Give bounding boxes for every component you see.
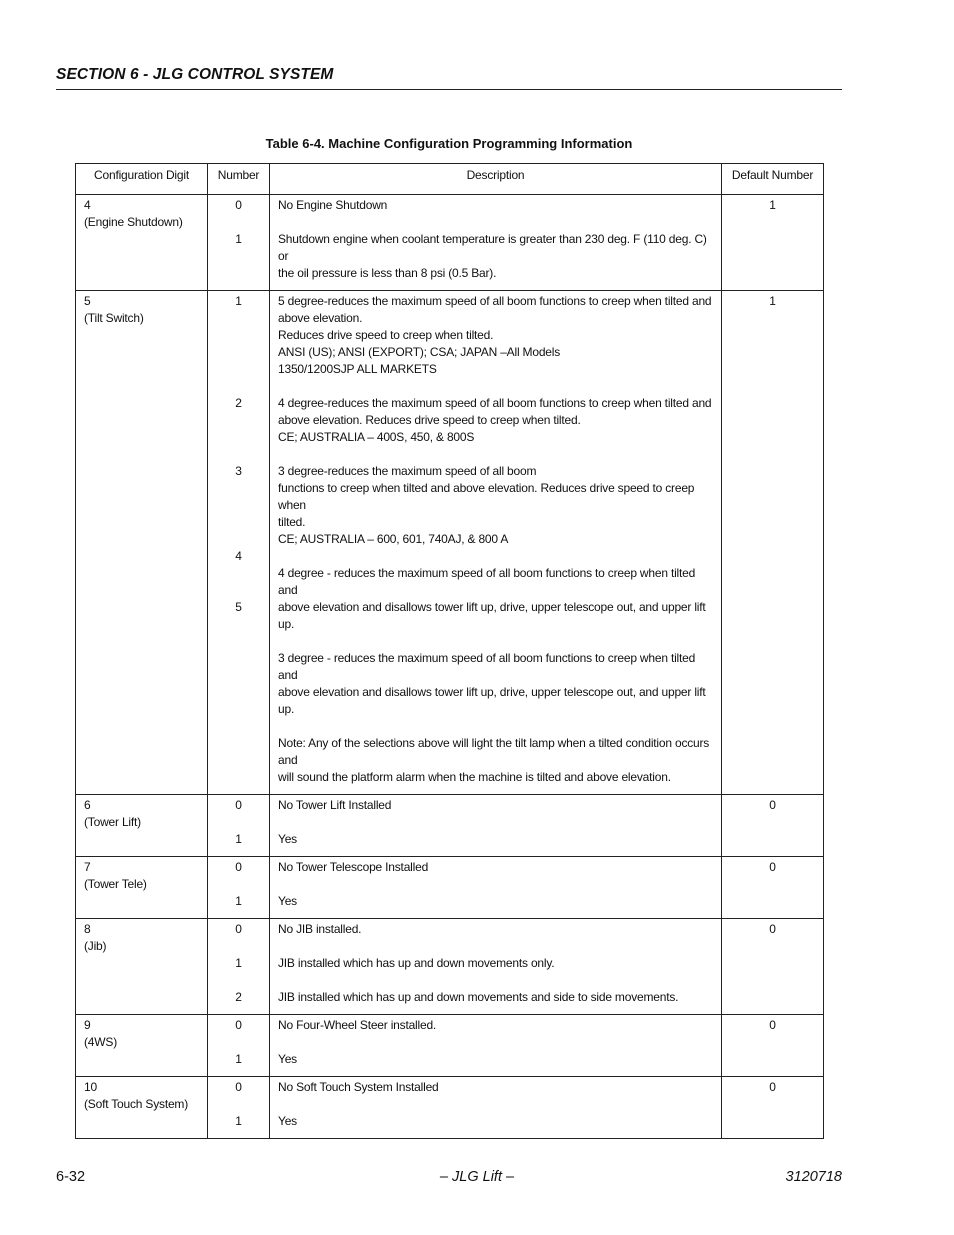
description-line: No JIB installed. bbox=[278, 922, 362, 936]
option-description bbox=[278, 395, 713, 446]
description-cell bbox=[270, 795, 722, 857]
description-line: above elevation. Reduces drive speed to creep when tilted. bbox=[278, 413, 581, 427]
table-row bbox=[76, 795, 824, 857]
number-cell bbox=[208, 795, 270, 857]
option-number: 1 bbox=[235, 294, 242, 308]
option-description bbox=[278, 831, 713, 848]
default-number-cell: 0 bbox=[722, 919, 824, 1015]
table-row bbox=[76, 291, 824, 795]
option-number: 2 bbox=[235, 396, 242, 410]
description-line: JIB installed which has up and down movements only. bbox=[278, 956, 555, 970]
option-description bbox=[278, 1017, 713, 1034]
config-name: (Tilt Switch) bbox=[84, 311, 144, 325]
option-description bbox=[278, 1113, 713, 1130]
option-number: 2 bbox=[235, 990, 242, 1004]
description-cell bbox=[270, 1015, 722, 1077]
config-digit-cell bbox=[76, 195, 208, 291]
table-row bbox=[76, 919, 824, 1015]
option-number: 1 bbox=[235, 956, 242, 970]
option-description bbox=[278, 650, 713, 718]
option-number: 4 bbox=[235, 549, 242, 563]
option-description bbox=[278, 1079, 713, 1096]
table-row bbox=[76, 857, 824, 919]
description-line: JIB installed which has up and down movements and side to side movements. bbox=[278, 990, 679, 1004]
option-description bbox=[278, 893, 713, 910]
number-cell bbox=[208, 1077, 270, 1139]
config-digit: 6 bbox=[84, 798, 91, 812]
default-number-cell: 1 bbox=[722, 195, 824, 291]
option-number: 5 bbox=[235, 600, 242, 614]
description-line: ANSI (US); ANSI (EXPORT); CSA; JAPAN –All Models bbox=[278, 345, 561, 359]
option-number: 1 bbox=[235, 232, 242, 246]
option-description bbox=[278, 231, 713, 282]
column-header: Description bbox=[270, 164, 722, 195]
option-description bbox=[278, 955, 713, 972]
option-number: 1 bbox=[235, 832, 242, 846]
table-row bbox=[76, 1077, 824, 1139]
number-cell bbox=[208, 1015, 270, 1077]
option-number: 0 bbox=[235, 1080, 242, 1094]
config-digit: 7 bbox=[84, 860, 91, 874]
config-digit-cell bbox=[76, 919, 208, 1015]
config-digit-cell bbox=[76, 857, 208, 919]
description-line: No Soft Touch System Installed bbox=[278, 1080, 439, 1094]
default-number-cell: 0 bbox=[722, 1015, 824, 1077]
table-row bbox=[76, 195, 824, 291]
footer-brand: – JLG Lift – bbox=[439, 1169, 515, 1185]
description-line: 4 degree - reduces the maximum speed of all boom functions to creep when tilted and bbox=[278, 566, 696, 597]
description-line: 4 degree-reduces the maximum speed of all boom functions to creep when tilted and bbox=[278, 396, 712, 410]
description-line: No Engine Shutdown bbox=[278, 198, 388, 212]
config-name: (Tower Lift) bbox=[84, 815, 141, 829]
description-line: tilted. bbox=[278, 515, 306, 529]
description-line: CE; AUSTRALIA – 400S, 450, & 800S bbox=[278, 430, 475, 444]
section-title: SECTION 6 - JLG CONTROL SYSTEM bbox=[56, 66, 334, 83]
option-number: 0 bbox=[235, 198, 242, 212]
config-digit-cell bbox=[76, 291, 208, 795]
option-description bbox=[278, 989, 713, 1006]
config-name: (Engine Shutdown) bbox=[84, 215, 183, 229]
description-line: 5 degree-reduces the maximum speed of all boom functions to creep when tilted and bbox=[278, 294, 712, 308]
number-cell bbox=[208, 857, 270, 919]
option-description bbox=[278, 859, 713, 876]
description-line: Shutdown engine when coolant temperature is greater than 230 deg. F (110 deg. C) or bbox=[278, 232, 707, 263]
config-digit: 8 bbox=[84, 922, 91, 936]
option-number: 1 bbox=[235, 894, 242, 908]
description-line: Yes bbox=[278, 1114, 297, 1128]
option-number: 1 bbox=[235, 1114, 242, 1128]
option-number: 0 bbox=[235, 922, 242, 936]
default-number-cell: 0 bbox=[722, 1077, 824, 1139]
description-line: No Four-Wheel Steer installed. bbox=[278, 1018, 437, 1032]
option-description bbox=[278, 293, 713, 378]
option-description bbox=[278, 565, 713, 633]
column-header: Default Number bbox=[722, 164, 824, 195]
description-line: Reduces drive speed to creep when tilted. bbox=[278, 328, 494, 342]
description-line: 3 degree - reduces the maximum speed of all boom functions to creep when tilted and bbox=[278, 651, 696, 682]
description-line: 3 degree-reduces the maximum speed of all boom bbox=[278, 464, 537, 478]
number-cell bbox=[208, 195, 270, 291]
option-number: 3 bbox=[235, 464, 242, 478]
config-name: (4WS) bbox=[84, 1035, 117, 1049]
option-description bbox=[278, 463, 713, 548]
config-digit: 5 bbox=[84, 294, 91, 308]
config-digit: 10 bbox=[84, 1080, 97, 1094]
description-line: above elevation and disallows tower lift up, drive, upper telescope out, and upper lift up. bbox=[278, 685, 706, 716]
description-line: CE; AUSTRALIA – 600, 601, 740AJ, & 800 A bbox=[278, 532, 509, 546]
description-cell bbox=[270, 291, 722, 795]
description-line: functions to creep when tilted and above elevation. Reduces drive speed to creep when bbox=[278, 481, 695, 512]
configuration-table bbox=[75, 163, 824, 1139]
table-header-row bbox=[76, 164, 824, 195]
config-digit: 4 bbox=[84, 198, 91, 212]
config-name: (Jib) bbox=[84, 939, 107, 953]
number-cell bbox=[208, 291, 270, 795]
option-number: 0 bbox=[235, 860, 242, 874]
config-name: (Soft Touch System) bbox=[84, 1097, 189, 1111]
description-line: Note: Any of the selections above will light the tilt lamp when a tilted condition occurs and bbox=[278, 736, 710, 767]
column-header: Number bbox=[208, 164, 270, 195]
description-line: Yes bbox=[278, 894, 297, 908]
config-digit-cell bbox=[76, 1077, 208, 1139]
column-header: Configuration Digit bbox=[76, 164, 208, 195]
document-number: 3120718 bbox=[785, 1169, 842, 1185]
table-body bbox=[76, 195, 824, 1139]
description-cell bbox=[270, 195, 722, 291]
table-row bbox=[76, 1015, 824, 1077]
option-description bbox=[278, 197, 713, 214]
option-description bbox=[278, 797, 713, 814]
default-number-cell: 0 bbox=[722, 795, 824, 857]
option-number bbox=[216, 650, 261, 684]
config-digit-cell bbox=[76, 1015, 208, 1077]
page-number: 6-32 bbox=[56, 1169, 86, 1185]
description-line: the oil pressure is less than 8 psi (0.5 Bar). bbox=[278, 266, 497, 280]
description-line: No Tower Lift Installed bbox=[278, 798, 392, 812]
description-line: 1350/1200SJP ALL MARKETS bbox=[278, 362, 437, 376]
description-line: above elevation and disallows tower lift up, drive, upper telescope out, and upper lift up. bbox=[278, 600, 706, 631]
config-digit-cell bbox=[76, 795, 208, 857]
option-number: 0 bbox=[235, 798, 242, 812]
default-number-cell: 0 bbox=[722, 857, 824, 919]
option-description bbox=[278, 921, 713, 938]
description-line: will sound the platform alarm when the machine is tilted and above elevation. bbox=[278, 770, 671, 784]
config-digit: 9 bbox=[84, 1018, 91, 1032]
description-cell bbox=[270, 857, 722, 919]
description-line: No Tower Telescope Installed bbox=[278, 860, 429, 874]
header-rule bbox=[56, 89, 842, 90]
default-number-cell: 1 bbox=[722, 291, 824, 795]
description-line: Yes bbox=[278, 832, 297, 846]
option-description bbox=[278, 735, 713, 786]
table-title: Table 6-4. Machine Configuration Programming Information bbox=[265, 136, 633, 151]
option-number: 0 bbox=[235, 1018, 242, 1032]
description-line: Yes bbox=[278, 1052, 297, 1066]
config-name: (Tower Tele) bbox=[84, 877, 147, 891]
description-cell bbox=[270, 919, 722, 1015]
description-line: above elevation. bbox=[278, 311, 363, 325]
number-cell bbox=[208, 919, 270, 1015]
option-description bbox=[278, 1051, 713, 1068]
option-number: 1 bbox=[235, 1052, 242, 1066]
description-cell bbox=[270, 1077, 722, 1139]
